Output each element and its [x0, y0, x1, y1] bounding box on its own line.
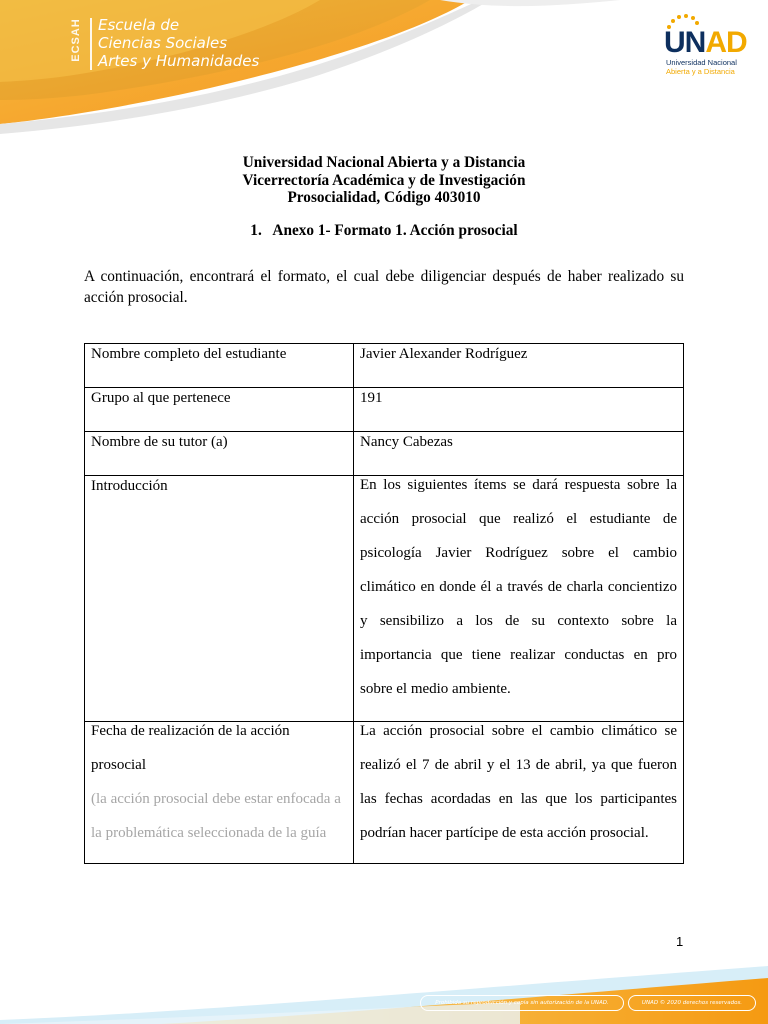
label-introduction: Introducción	[91, 478, 168, 494]
school-name	[98, 16, 259, 70]
row-value	[354, 476, 684, 722]
table-row	[85, 476, 684, 722]
school-logo	[60, 14, 280, 76]
value-group: 191	[360, 390, 383, 406]
footer-banner	[0, 962, 768, 1024]
label-action-date: Fecha de realización de la acción prosocial	[91, 723, 290, 773]
table-row	[85, 344, 684, 388]
unad-wordmark-accent: AD	[705, 26, 747, 59]
value-action-date: La acción prosocial sobre el cambio climático se realizó el 7 de abril y el 13 de abril, ya que fueron las fechas acordadas en las que los participantes podrían hacer partícipe de esta acción prosocial.	[360, 723, 677, 841]
row-label	[85, 476, 354, 722]
intro-paragraph: A continuación, encontrará el formato, el cual debe diligenciar después de haber realizado su acción prosocial.	[84, 268, 684, 306]
unad-subtitle	[666, 58, 737, 76]
row-label	[85, 432, 354, 476]
row-label	[85, 722, 354, 864]
title-course: Prosocialidad, Código 403010	[287, 189, 481, 206]
row-label	[85, 388, 354, 432]
row-value	[354, 344, 684, 388]
document-titles	[0, 154, 768, 207]
school-line-1: Escuela de	[98, 16, 180, 34]
footer-rights-notice	[628, 995, 756, 1011]
footer-right-text: UNAD © 2020 derechos reservados.	[641, 1000, 743, 1006]
label-student-name: Nombre completo del estudiante	[91, 346, 287, 362]
unad-wordmark	[664, 26, 747, 60]
value-student-name: Javier Alexander Rodríguez	[360, 346, 528, 362]
unad-wordmark-main: UN	[664, 26, 706, 59]
school-line-2: Ciencias Sociales	[98, 34, 228, 52]
unad-sub-line-2: Abierta y a Distancia	[666, 67, 735, 76]
label-group: Grupo al que pertenece	[91, 390, 231, 406]
school-logo-divider	[90, 18, 92, 70]
footer-copyright-notice	[420, 995, 624, 1011]
school-line-3: Artes y Humanidades	[98, 52, 260, 70]
label-tutor: Nombre de su tutor (a)	[91, 434, 228, 450]
row-value	[354, 722, 684, 864]
row-value	[354, 388, 684, 432]
unad-sub-line-1: Universidad Nacional	[666, 58, 737, 67]
school-tag: ECSAH	[69, 18, 82, 62]
table-row	[85, 722, 684, 864]
value-introduction: En los siguientes ítems se dará respuesta sobre la acción prosocial que realizó el estudiante de psicología Javier Rodríguez sobre el cambio climático en donde él a través de charla concientizo y sensibilizo a los de su contexto sobre la importancia que tiene realizar conductas en pro sobre el medio ambiente.	[360, 477, 677, 697]
value-tutor: Nancy Cabezas	[360, 434, 453, 450]
title-vicerrectoria: Vicerrectoría Académica y de Investigación	[242, 171, 526, 189]
footer-left-text: Prohibida su reproducción y copia sin autorización de la UNAD.	[435, 1000, 609, 1006]
page-number: 1	[676, 934, 684, 949]
prosocial-form-table	[84, 343, 684, 864]
title-university: Universidad Nacional Abierta y a Distancia	[242, 154, 526, 171]
label-action-note: (la acción prosocial debe estar enfocada a la problemática seleccionada de la guía	[91, 791, 341, 841]
unad-logo	[660, 14, 752, 80]
row-label	[85, 344, 354, 388]
section-title: 1. Anexo 1- Formato 1. Acción prosocial	[250, 222, 518, 239]
table-row	[85, 388, 684, 432]
